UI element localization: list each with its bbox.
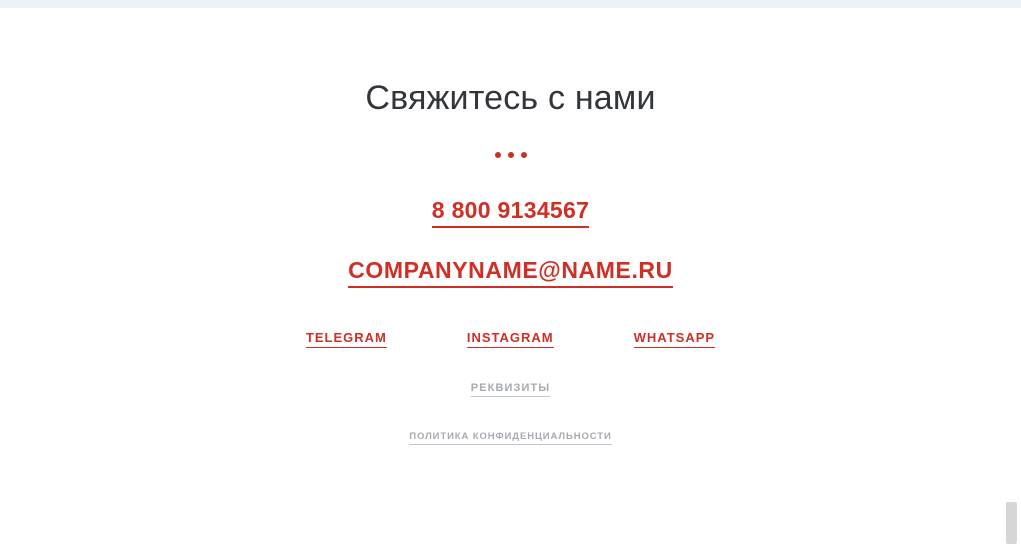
decorative-dots-divider [0,149,1021,161]
email-row [0,257,1021,284]
phone-link[interactable]: 8 800 9134567 [432,197,589,228]
contact-page [0,8,1021,550]
privacy-row [0,426,1021,444]
page-title: Свяжитесь с нами [365,79,656,117]
dot-icon [508,152,514,158]
dot-icon [495,152,501,158]
social-link-telegram[interactable]: TELEGRAM [306,330,387,348]
contact-section [0,8,1021,444]
social-link-whatsapp[interactable]: WHATSAPP [634,330,715,348]
privacy-policy-link[interactable]: ПОЛИТИКА КОНФИДЕНЦИАЛЬНОСТИ [409,431,611,445]
phone-row [0,197,1021,224]
dot-icon [521,152,527,158]
vertical-scrollbar-thumb[interactable] [1006,502,1017,544]
requisites-row [0,378,1021,396]
email-link[interactable]: COMPANYNAME@NAME.RU [348,257,673,288]
requisites-link[interactable]: РЕКВИЗИТЫ [471,382,550,397]
social-links [0,330,1021,348]
top-accent-strip [0,0,1021,8]
social-link-instagram[interactable]: INSTAGRAM [467,330,554,348]
